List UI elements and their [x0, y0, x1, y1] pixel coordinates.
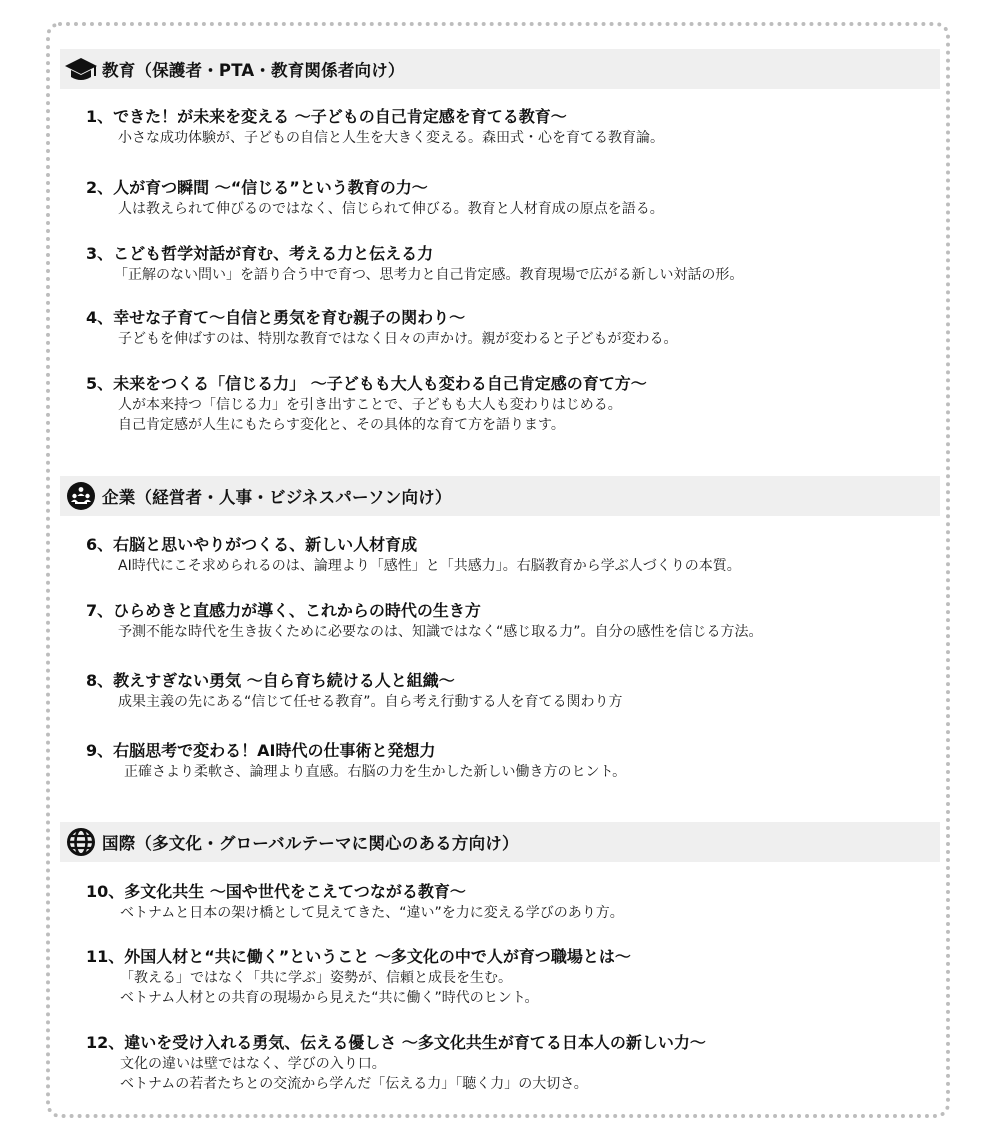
item-description: 人は教えられて伸びるのではなく、信じられて伸びる。教育と人材育成の原点を語る。 — [118, 201, 664, 217]
item-heading: 11、外国人材と“共に働く”ということ ～多文化の中で人が育つ職場とは～ — [86, 947, 631, 966]
item-description: 自己肯定感が人生にもたらす変化と、その具体的な育て方を語ります。 — [118, 417, 565, 433]
list-item — [86, 881, 956, 923]
item-description: 成果主義の先にある“信じて任せる教育”。自ら考え行動する人を育てる関わり方 — [118, 694, 623, 710]
item-heading: 8、教えすぎない勇気 ～自ら育ち続ける人と組織～ — [86, 671, 455, 690]
list-item — [86, 373, 956, 435]
item-description: 予測不能な時代を生き抜くために必要なのは、知識ではなく“感じ取る力”。自分の感性を信じる方法。 — [118, 624, 763, 640]
globe-icon — [60, 822, 102, 862]
item-heading: 3、こども哲学対話が育む、考える力と伝える力 — [86, 244, 434, 263]
list-item — [86, 946, 956, 1008]
section-header-business — [60, 476, 940, 516]
item-description: 「正解のない問い」を語り合う中で育つ、思考力と自己肯定感。教育現場で広がる新しい対話の形。 — [114, 267, 744, 283]
item-description: ベトナムの若者たちとの交流から学んだ「伝える力」「聴く力」の大切さ。 — [120, 1076, 588, 1092]
item-description: ベトナム人材との共育の現場から見えた“共に働く”時代のヒント。 — [120, 990, 539, 1006]
graduation-cap-icon — [60, 49, 102, 89]
item-heading: 9、右脳思考で変わる！AI時代の仕事術と発想力 — [86, 741, 436, 760]
item-description: 人が本来持つ「信じる力」を引き出すことで、子どもも大人も変わりはじめる。 — [118, 397, 622, 413]
list-item — [86, 243, 956, 285]
item-heading: 7、ひらめきと直感力が導く、これからの時代の生き方 — [86, 601, 481, 620]
item-description: ベトナムと日本の架け橋として見えてきた、“違い”を力に変える学びのあり方。 — [120, 905, 624, 921]
list-item — [86, 177, 956, 219]
team-meeting-icon — [60, 476, 102, 516]
list-item — [86, 1032, 956, 1094]
list-item — [86, 307, 956, 349]
item-heading: 10、多文化共生 ～国や世代をこえてつながる教育～ — [86, 882, 466, 901]
section-title: 教育（保護者・PTA・教育関係者向け） — [102, 61, 405, 80]
item-heading: 12、違いを受け入れる勇気、伝える優しさ ～多文化共生が育てる日本人の新しい力～ — [86, 1033, 706, 1052]
item-description: AI時代にこそ求められるのは、論理より「感性」と「共感力」。右脳教育から学ぶ人づくりの本質。 — [118, 558, 741, 574]
list-item — [86, 534, 956, 576]
item-heading: 6、右脳と思いやりがつくる、新しい人材育成 — [86, 535, 418, 554]
section-title: 国際（多文化・グローバルテーマに関心のある方向け） — [102, 834, 519, 853]
item-description: 文化の違いは壁ではなく、学びの入り口。 — [120, 1056, 386, 1072]
item-description: 「教える」ではなく「共に学ぶ」姿勢が、信頼と成長を生む。 — [120, 970, 512, 986]
list-item — [86, 106, 956, 148]
item-heading: 2、人が育つ瞬間 ～“信じる”という教育の力～ — [86, 178, 428, 197]
item-heading: 4、幸せな子育て～自信と勇気を育む親子の関わり～ — [86, 308, 466, 327]
list-item — [86, 600, 956, 642]
section-header-international — [60, 822, 940, 862]
item-description: 小さな成功体験が、子どもの自信と人生を大きく変える。森田式・心を育てる教育論。 — [118, 130, 664, 146]
section-header-education — [60, 49, 940, 89]
item-heading: 5、未来をつくる「信じる力」 ～子どもも大人も変わる自己肯定感の育て方～ — [86, 374, 647, 393]
item-heading: 1、できた！が未来を変える ～子どもの自己肯定感を育てる教育～ — [86, 107, 567, 126]
section-title: 企業（経営者・人事・ビジネスパーソン向け） — [102, 488, 452, 507]
item-description: 子どもを伸ばすのは、特別な教育ではなく日々の声かけ。親が変わると子どもが変わる。 — [118, 331, 678, 347]
item-description: 正確さより柔軟さ、論理より直感。右脳の力を生かした新しい働き方のヒント。 — [124, 764, 627, 780]
list-item — [86, 740, 956, 782]
list-item — [86, 670, 956, 712]
